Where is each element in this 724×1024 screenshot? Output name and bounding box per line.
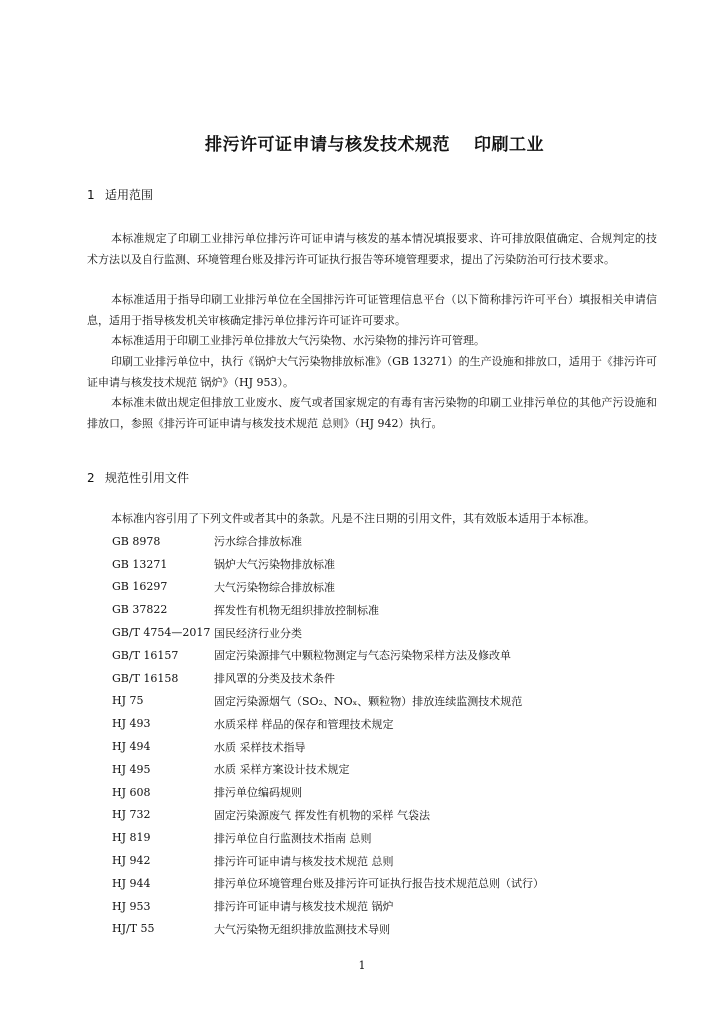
reference-row: [112, 576, 544, 599]
reference-name: 排污单位自行监测技术指南 总则: [214, 831, 372, 845]
reference-row: [112, 690, 544, 713]
reference-name: 排污单位编码规则: [214, 786, 302, 800]
reference-row: [112, 758, 544, 781]
reference-row: [112, 530, 544, 553]
document-title: [205, 130, 544, 155]
reference-row: [112, 667, 544, 690]
reference-name: 排污许可证申请与核发技术规范 锅炉: [214, 900, 394, 914]
reference-row: [112, 804, 544, 827]
reference-code: HJ 819: [112, 831, 151, 845]
reference-code: HJ 75: [112, 694, 144, 708]
reference-code: HJ 732: [112, 808, 151, 822]
reference-code: GB/T 16157: [112, 648, 179, 662]
reference-name: 水质 采样方案设计技术规定: [214, 763, 350, 777]
reference-code: HJ 495: [112, 762, 151, 776]
title-sub: 印刷工业: [474, 135, 544, 155]
reference-name: 水质采样 样品的保存和管理技术规定: [214, 717, 394, 731]
reference-name: 固定污染源废气 挥发性有机物的采样 气袋法: [214, 808, 430, 822]
reference-code: HJ 953: [112, 899, 151, 913]
reference-row: [112, 553, 544, 576]
reference-name: 锅炉大气污染物排放标准: [214, 558, 335, 572]
reference-name: 污水综合排放标准: [214, 535, 302, 549]
reference-row: [112, 872, 544, 895]
reference-name: 排污许可证申请与核发技术规范 总则: [214, 854, 394, 868]
reference-row: [112, 895, 544, 918]
section-2-title: 规范性引用文件: [105, 471, 190, 485]
reference-name: 排污单位环境管理台账及排污许可证执行报告技术规范总则（试行）: [214, 877, 544, 891]
section-1-paragraph-3: 本标准适用于印刷工业排污单位排放大气污染物、水污染物的排污许可管理。: [111, 334, 485, 347]
reference-code: GB 16297: [112, 580, 168, 594]
reference-row: [112, 712, 544, 735]
section-1-heading: [87, 186, 153, 203]
section-1-paragraph-4: 印刷工业排污单位中，执行《锅炉大气污染物排放标准》（GB 13271）的生产设施和排放口，适用于《排污许可证申请与核发技术规范 锅炉》（HJ 953）。: [87, 355, 657, 389]
reference-code: GB/T 4754—2017: [112, 626, 211, 640]
reference-code: HJ 608: [112, 785, 151, 799]
reference-code: GB/T 16158: [112, 671, 179, 685]
page-number: 1: [358, 959, 366, 972]
reference-code: HJ 944: [112, 876, 151, 890]
reference-row: [112, 644, 544, 667]
section-1-title: 适用范围: [105, 188, 154, 202]
reference-name: 挥发性有机物无组织排放控制标准: [214, 603, 379, 617]
reference-row: [112, 598, 544, 621]
reference-code: GB 13271: [112, 557, 168, 571]
reference-list: [112, 530, 544, 940]
reference-row: [112, 781, 544, 804]
reference-name: 国民经济行业分类: [214, 626, 302, 640]
reference-name: 水质 采样技术指导: [214, 740, 306, 754]
reference-row: [112, 826, 544, 849]
reference-code: GB 37822: [112, 603, 168, 617]
section-1-paragraph-1: 本标准规定了印刷工业排污单位排污许可证申请与核发的基本情况填报要求、许可排放限值确定、合规判定的技术方法以及自行监测、环境管理台账及排污许可证执行报告等环境管理要求，提出了污染防治可行技术要求。: [87, 232, 657, 266]
reference-code: GB 8978: [112, 534, 161, 548]
reference-code: HJ/T 55: [112, 922, 155, 936]
reference-row: [112, 621, 544, 644]
reference-row: [112, 735, 544, 758]
section-2-heading: [87, 469, 189, 486]
section-1-number: 1: [87, 188, 95, 202]
section-2-number: 2: [87, 471, 95, 485]
reference-name: 固定污染源烟气（SO₂、NOₓ、颗粒物）排放连续监测技术规范: [214, 694, 523, 708]
reference-row: [112, 918, 544, 941]
section-1-paragraph-5: 本标准未做出规定但排放工业废水、废气或者国家规定的有毒有害污染物的印刷工业排污单位的其他产污设施和排放口，参照《排污许可证申请与核发技术规范 总则》（HJ 942）执行。: [87, 396, 657, 430]
section-2-intro: 本标准内容引用了下列文件或者其中的条款。凡是不注日期的引用文件，其有效版本适用于本标准。: [111, 512, 595, 525]
title-main: 排污许可证申请与核发技术规范: [205, 135, 450, 155]
reference-row: [112, 849, 544, 872]
reference-name: 固定污染源排气中颗粒物测定与气态污染物采样方法及修改单: [214, 649, 511, 663]
section-1-paragraph-2: 本标准适用于指导印刷工业排污单位在全国排污许可证管理信息平台（以下简称排污许可平台）填报相关申请信息，适用于指导核发机关审核确定排污单位排污许可证许可要求。: [87, 293, 657, 327]
reference-name: 大气污染物无组织排放监测技术导则: [214, 922, 390, 936]
reference-name: 排风罩的分类及技术条件: [214, 672, 335, 686]
reference-code: HJ 942: [112, 854, 151, 868]
reference-code: HJ 493: [112, 717, 151, 731]
reference-code: HJ 494: [112, 740, 151, 754]
reference-name: 大气污染物综合排放标准: [214, 580, 335, 594]
